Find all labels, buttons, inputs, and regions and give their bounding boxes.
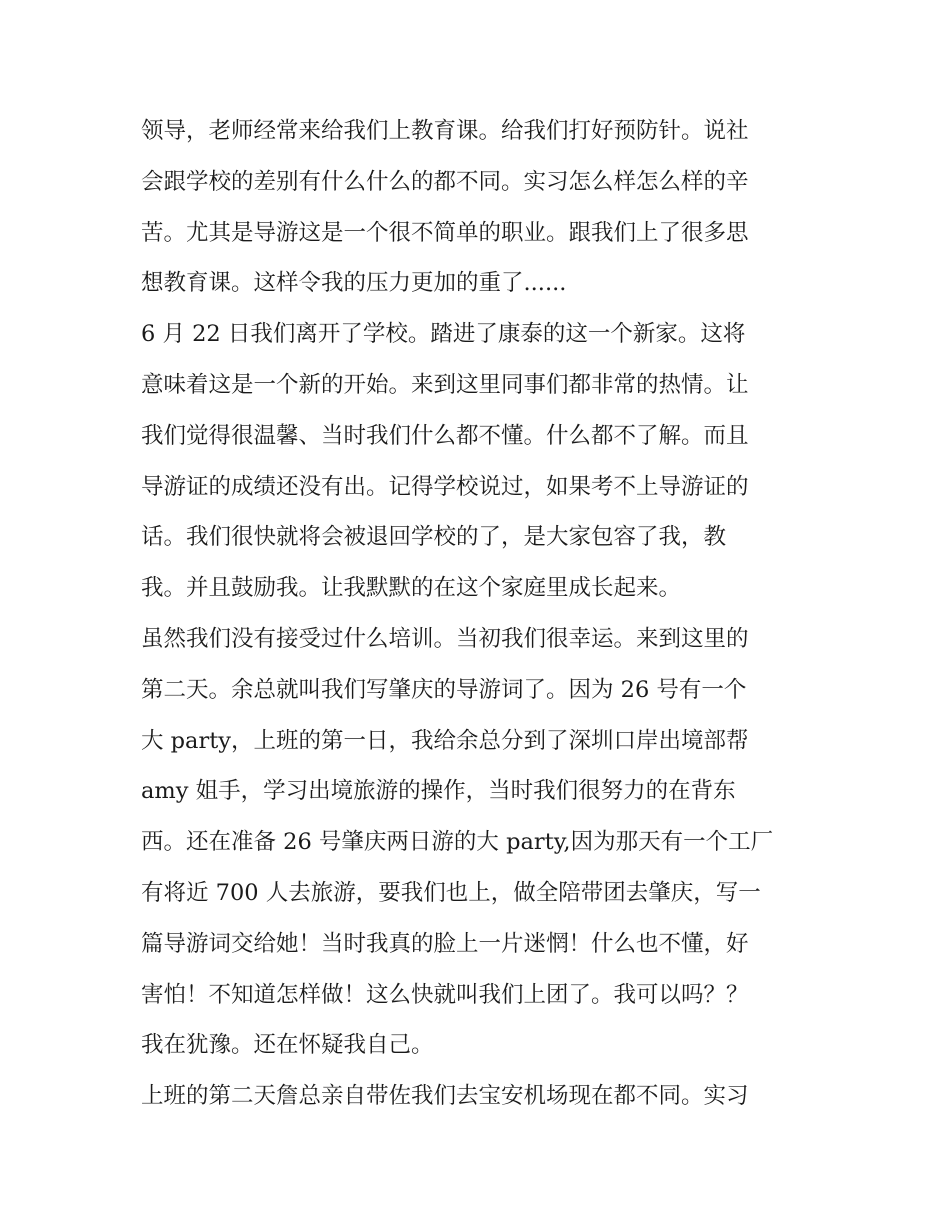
text-line: 想教育课。这样令我的压力更加的重了...... <box>141 270 567 297</box>
text-line: 会跟学校的差别有什么什么的都不同。实习怎么样怎么样的辛 <box>141 168 749 195</box>
text-line: 6 月 22 日我们离开了学校。踏进了康泰的这一个新家。这将 <box>141 321 746 348</box>
text-line: 上班的第二天詹总亲自带佐我们去宝安机场现在都不同。实习 <box>141 1083 749 1110</box>
text-line: 我。并且鼓励我。让我默默的在这个家庭里成长起来。 <box>141 575 682 602</box>
text-line: 有将近 700 人去旅游，要我们也上，做全陪带团去肇庆，写一 <box>141 879 761 906</box>
text-line: 大 party，上班的第一日，我给余总分到了深圳口岸出境部帮 <box>141 727 749 754</box>
text-line: 西。还在准备 26 号肇庆两日游的大 party,因为那天有一个工厂 <box>141 829 774 856</box>
text-line: 害怕！不知道怎样做！这么快就叫我们上团了。我可以吗？？ <box>141 981 749 1008</box>
text-line: 意味着这是一个新的开始。来到这里同事们都非常的热情。让 <box>141 371 749 398</box>
text-line: 领导，老师经常来给我们上教育课。给我们打好预防针。说社 <box>141 118 749 144</box>
text-line: 苦。尤其是导游这是一个很不简单的职业。跟我们上了很多思 <box>141 219 749 246</box>
document-body <box>141 106 813 1122</box>
text-line: 我们觉得很温馨、当时我们什么都不懂。什么都不了解。而且 <box>141 422 749 449</box>
text-line: 话。我们很快就将会被退回学校的了，是大家包容了我，教 <box>141 524 727 551</box>
text-line: 导游证的成绩还没有出。记得学校说过，如果考不上导游证的 <box>141 473 749 500</box>
text-line: 第二天。余总就叫我们写肇庆的导游词了。因为 26 号有一个 <box>141 676 747 703</box>
text-line: 虽然我们没有接受过什么培训。当初我们很幸运。来到这里的 <box>141 625 749 652</box>
text-line: 我在犹豫。还在怀疑我自己。 <box>141 1032 434 1059</box>
text-line: 篇导游词交给她！当时我真的脸上一片迷惘！什么也不懂，好 <box>141 930 749 957</box>
text-line: amy 姐手，学习出境旅游的操作，当时我们很努力的在背东 <box>141 778 736 805</box>
